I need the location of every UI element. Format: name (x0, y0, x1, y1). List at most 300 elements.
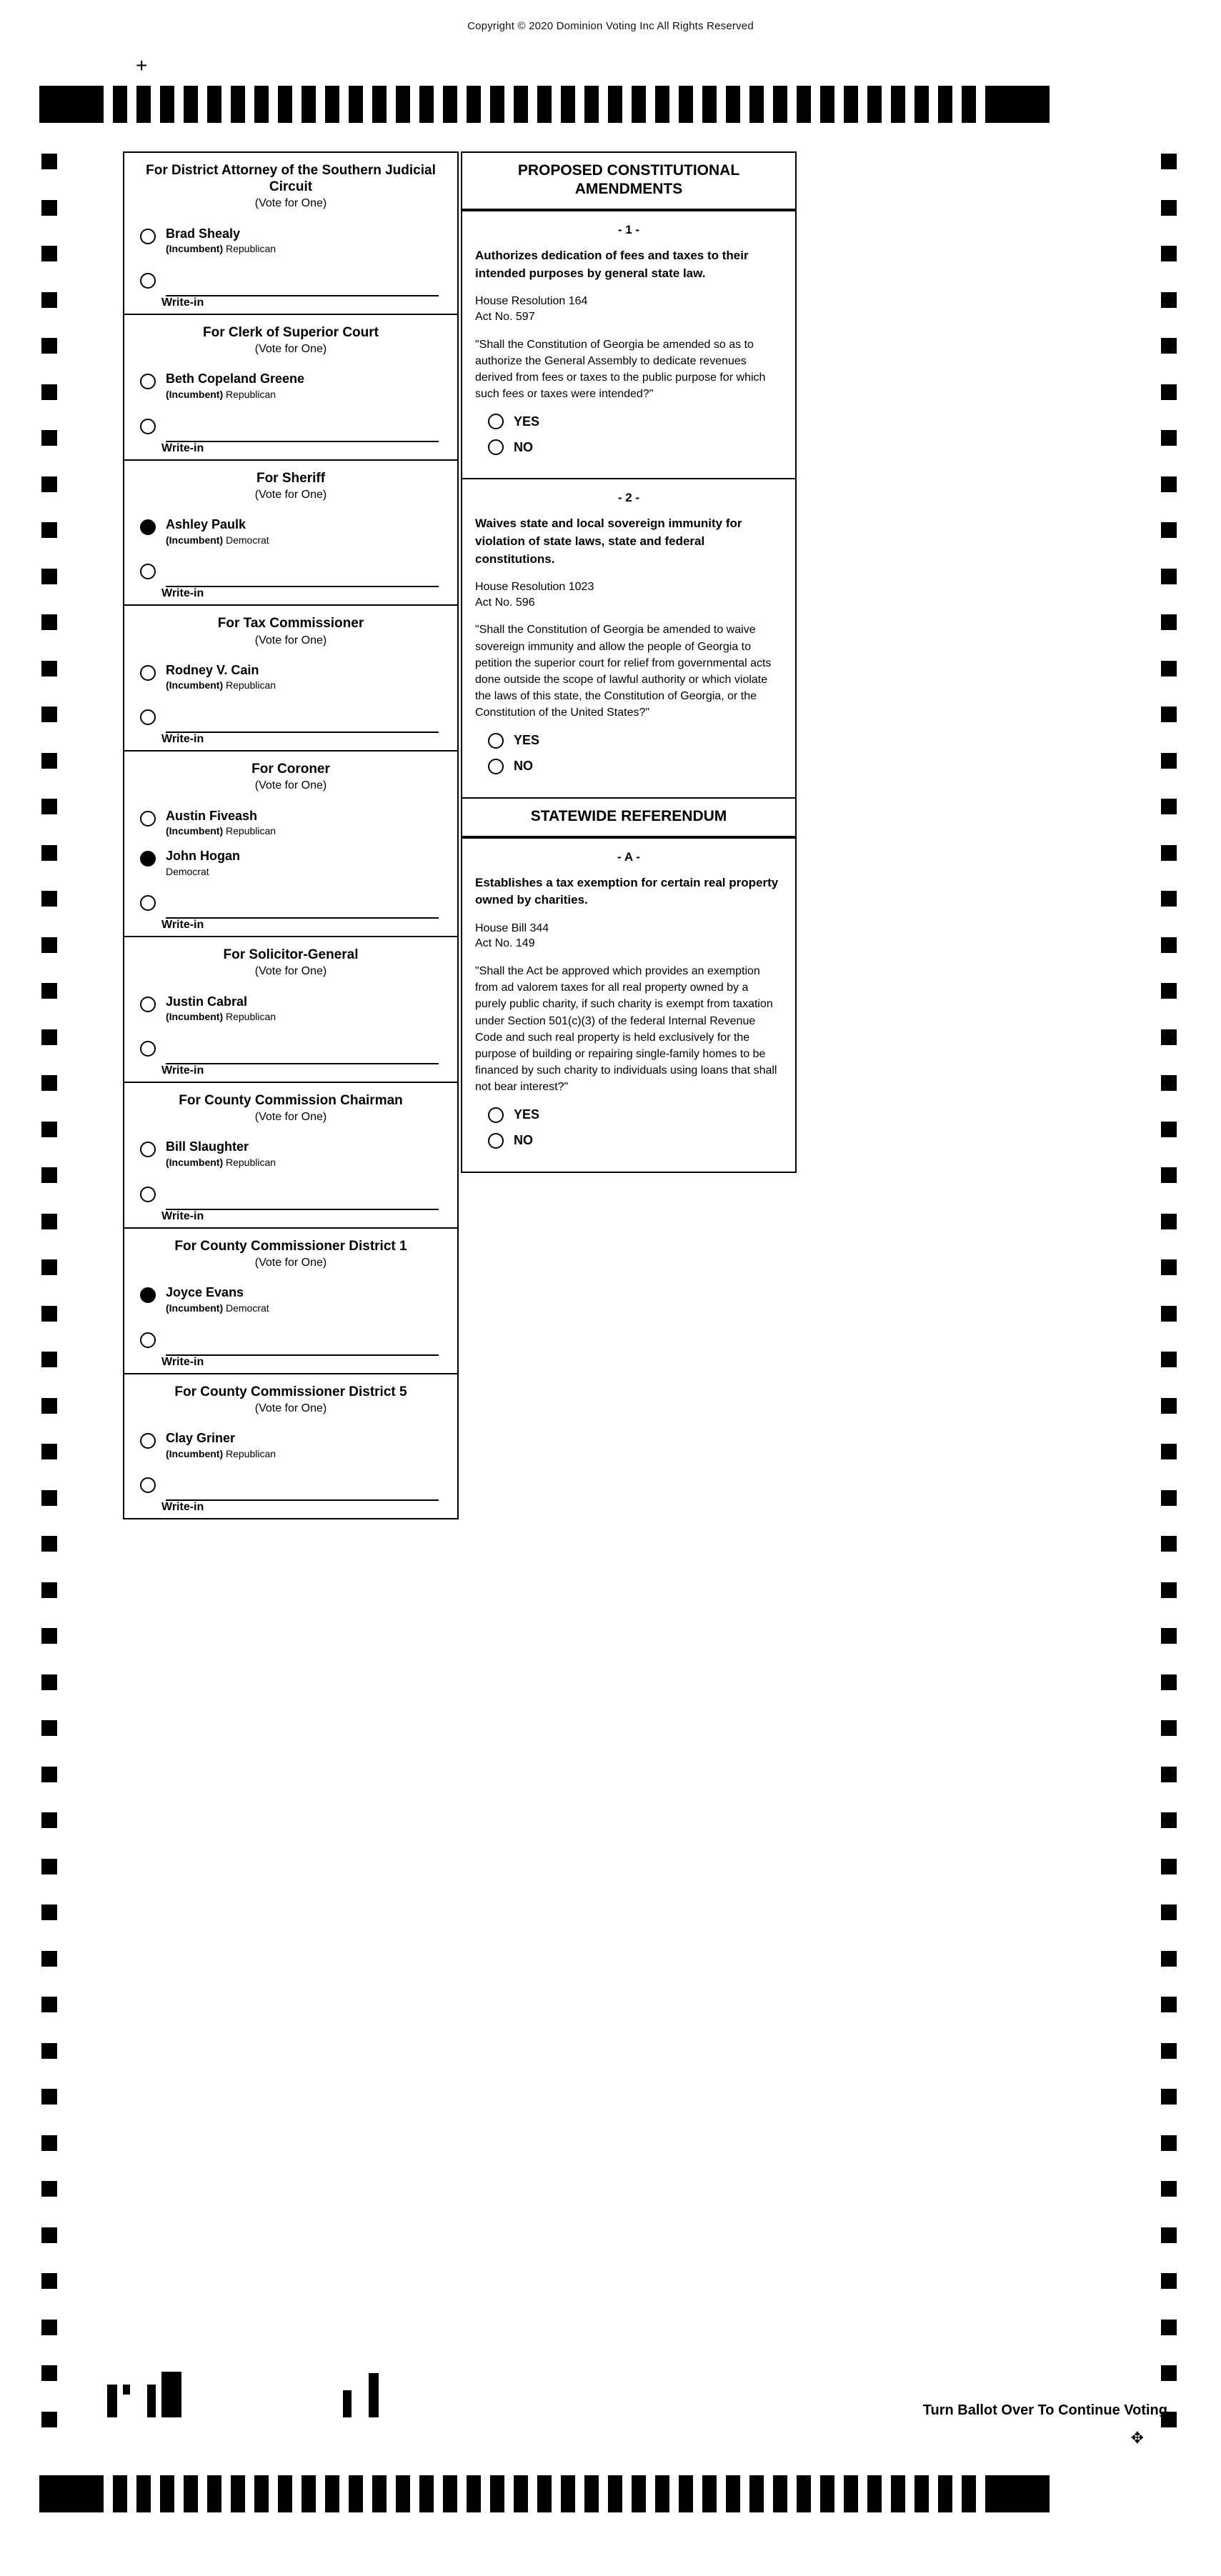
write-in-input[interactable] (166, 896, 439, 919)
incumbent-label: (Incumbent) (166, 679, 224, 692)
write-in-label: Write-in (161, 1355, 204, 1368)
timing-mark (749, 86, 764, 123)
timing-mark (1161, 614, 1177, 630)
vote-oval[interactable] (140, 564, 156, 579)
timing-mark (1161, 1259, 1177, 1275)
timing-mark (136, 86, 151, 123)
contest-header (124, 1374, 457, 1418)
question-option-no[interactable] (488, 439, 782, 455)
timing-mark (41, 1720, 57, 1736)
question-body (462, 839, 795, 1172)
vote-oval[interactable] (140, 997, 156, 1012)
contest-instruction: (Vote for One) (254, 488, 327, 501)
timing-mark (372, 86, 387, 123)
incumbent-label: (Incumbent) (166, 1302, 224, 1314)
write-in-option[interactable] (124, 1173, 457, 1210)
candidate-list (124, 504, 457, 604)
vote-oval[interactable] (140, 1041, 156, 1057)
timing-mark (41, 1167, 57, 1183)
timing-mark (1161, 2181, 1177, 2197)
timing-mark (41, 1674, 57, 1690)
contest-title: For Tax Commissioner (217, 616, 364, 631)
candidate-text (166, 1285, 269, 1314)
candidate-list (124, 214, 457, 314)
candidate-option[interactable] (124, 364, 457, 404)
candidate-name: Joyce Evans (166, 1285, 244, 1300)
timing-mark (41, 2412, 57, 2427)
timing-mark (1161, 2089, 1177, 2105)
timing-mark (41, 200, 57, 216)
timing-mark (1161, 2135, 1177, 2151)
timing-mark (254, 86, 269, 123)
question-option-label: YES (514, 1107, 540, 1122)
question-reference-line: House Resolution 1023 (475, 581, 594, 594)
question-summary: Waives state and local sovereign immunity for violation of state laws, state and federal constitutions. (475, 516, 742, 566)
vote-oval[interactable] (140, 1287, 156, 1303)
timing-mark (41, 799, 57, 814)
timing-mark (396, 86, 410, 123)
timing-mark (467, 2475, 481, 2512)
timing-mark (867, 2475, 882, 2512)
timing-mark (41, 569, 57, 584)
question-reference-line: Act No. 596 (475, 596, 535, 609)
timing-mark (797, 86, 811, 123)
vote-oval[interactable] (488, 733, 504, 749)
timing-mark (537, 2475, 552, 2512)
contest (123, 604, 459, 750)
question-summary: Authorizes dedication of fees and taxes to their intended purposes by general state law. (475, 249, 749, 280)
candidate-option[interactable] (124, 656, 457, 696)
vote-oval[interactable] (488, 439, 504, 455)
registration-plus-icon: + (136, 54, 148, 76)
timing-mark (1161, 1951, 1177, 1967)
timing-mark (325, 86, 339, 123)
question-option-yes[interactable] (488, 1107, 782, 1123)
timing-mark (41, 1951, 57, 1967)
timing-mark (655, 86, 669, 123)
candidate-option[interactable] (124, 1132, 457, 1172)
timing-mark (1161, 1859, 1177, 1874)
contest-title: For County Commission Chairman (179, 1093, 403, 1109)
candidate-list (124, 1418, 457, 1518)
barcode-mark (107, 2385, 117, 2417)
timing-mark (396, 2475, 410, 2512)
candidate-text (166, 849, 240, 877)
timing-mark (679, 86, 693, 123)
contest-title: For Sheriff (256, 470, 326, 486)
candidate-text (166, 994, 276, 1023)
timing-mark (41, 154, 57, 169)
write-in-label: Write-in (161, 296, 204, 309)
timing-mark (39, 2475, 104, 2512)
timing-mark (41, 1259, 57, 1275)
question-summary: Establishes a tax exemption for certain real property owned by charities. (475, 875, 779, 907)
timing-mark (773, 86, 787, 123)
party-label: Republican (226, 825, 276, 837)
vote-oval[interactable] (140, 709, 156, 725)
timing-mark (1161, 1306, 1177, 1322)
candidate-party (166, 1302, 269, 1314)
contest (123, 750, 459, 936)
contest-instruction: (Vote for One) (254, 197, 327, 210)
timing-mark (1161, 384, 1177, 400)
contest-title: For Clerk of Superior Court (203, 324, 379, 340)
timing-mark (797, 2475, 811, 2512)
timing-mark (41, 1628, 57, 1644)
timing-mark (490, 2475, 504, 2512)
timing-mark (1161, 1582, 1177, 1598)
question-options (475, 412, 782, 475)
contest-header (124, 752, 457, 795)
candidate-party (166, 825, 276, 837)
timing-mark (1161, 707, 1177, 722)
party-label: Democrat (226, 534, 269, 546)
timing-mark (184, 2475, 198, 2512)
candidate-text (166, 517, 269, 546)
timing-mark (1161, 1352, 1177, 1367)
timing-mark (41, 2227, 57, 2243)
incumbent-label: (Incumbent) (166, 1447, 224, 1459)
question-option-label: NO (514, 759, 533, 774)
vote-oval[interactable] (140, 665, 156, 681)
write-in-label: Write-in (161, 919, 204, 932)
timing-mark (39, 86, 104, 123)
write-in-input[interactable] (166, 1187, 439, 1210)
question-reference-line: House Resolution 164 (475, 295, 588, 308)
party-label: Republican (226, 679, 276, 692)
vote-oval[interactable] (140, 374, 156, 389)
alignment-arrows-icon: ✥ (1130, 2429, 1144, 2447)
timing-mark (1161, 2320, 1177, 2335)
timing-mark (41, 2043, 57, 2059)
contest-header (124, 461, 457, 504)
write-in-input[interactable] (166, 1478, 439, 1501)
timing-mark (1161, 338, 1177, 354)
barcode-mark (161, 2372, 181, 2417)
question-number: - A - (617, 849, 640, 864)
incumbent-label: (Incumbent) (166, 825, 224, 837)
amendments-header: PROPOSED CONSTITUTIONAL AMENDMENTS (462, 153, 795, 210)
timing-mark (490, 86, 504, 123)
timing-mark (1161, 1122, 1177, 1137)
timing-mark (278, 2475, 292, 2512)
timing-mark (914, 86, 929, 123)
candidate-option[interactable] (124, 1424, 457, 1464)
barcode-mark (369, 2373, 379, 2417)
candidate-name: John Hogan (166, 848, 240, 863)
candidate-name: Brad Shealy (166, 226, 241, 241)
contest (123, 459, 459, 605)
timing-mark (985, 86, 1050, 123)
timing-mark (231, 86, 245, 123)
question-reference (475, 579, 782, 610)
timing-mark (41, 1767, 57, 1782)
barcode-mark (343, 2390, 352, 2417)
timing-mark (1161, 661, 1177, 677)
timing-mark (608, 2475, 622, 2512)
question-options (475, 1106, 782, 1169)
timing-mark (1161, 1720, 1177, 1736)
write-in-input[interactable] (166, 1042, 439, 1064)
contest-header (124, 937, 457, 981)
timing-mark (985, 2475, 1050, 2512)
candidate-name: Ashley Paulk (166, 517, 246, 532)
timing-mark (820, 86, 834, 123)
timing-mark (184, 86, 198, 123)
timing-mark (41, 2365, 57, 2381)
timing-mark (41, 1536, 57, 1552)
vote-oval[interactable] (140, 419, 156, 434)
incumbent-label: (Incumbent) (166, 534, 224, 546)
candidate-text (166, 1431, 276, 1459)
candidate-party (166, 243, 276, 255)
question-number: - 2 - (617, 491, 640, 505)
incumbent-label: (Incumbent) (166, 388, 224, 400)
write-in-input[interactable] (166, 274, 439, 296)
timing-mark (41, 1904, 57, 1920)
candidate-party (166, 1157, 276, 1169)
incumbent-label: (Incumbent) (166, 1157, 224, 1169)
vote-oval[interactable] (140, 519, 156, 535)
write-in-input[interactable] (166, 564, 439, 587)
timing-mark (1161, 2227, 1177, 2243)
candidate-name: Justin Cabral (166, 994, 248, 1009)
ballot-question (461, 837, 797, 1173)
timing-mark (1161, 1997, 1177, 2012)
barcode-mark (123, 2385, 130, 2395)
timing-mark (41, 2135, 57, 2151)
write-in-option[interactable] (124, 1319, 457, 1356)
timing-mark (962, 86, 976, 123)
write-in-option[interactable] (124, 405, 457, 442)
timing-mark (1161, 430, 1177, 446)
timing-mark (349, 2475, 363, 2512)
timing-mark (1161, 1490, 1177, 1506)
contest-instruction: (Vote for One) (254, 1111, 327, 1124)
write-in-input[interactable] (166, 710, 439, 733)
question-reference-line: House Bill 344 (475, 922, 549, 934)
timing-mark (1161, 1444, 1177, 1459)
timing-mark (632, 86, 646, 123)
timing-mark (41, 2320, 57, 2335)
timing-mark (41, 1859, 57, 1874)
ballot-question (461, 210, 797, 478)
candidate-option[interactable] (124, 510, 457, 550)
timing-mark (514, 86, 528, 123)
timing-mark (655, 2475, 669, 2512)
timing-mark (773, 2475, 787, 2512)
contest (123, 314, 459, 459)
candidate-option[interactable] (124, 842, 457, 882)
vote-oval[interactable] (140, 811, 156, 827)
timing-mark (749, 2475, 764, 2512)
write-in-label: Write-in (161, 441, 204, 454)
timing-mark (537, 86, 552, 123)
referendum-header: STATEWIDE REFERENDUM (462, 799, 795, 837)
timing-mark (207, 86, 221, 123)
vote-oval[interactable] (488, 414, 504, 429)
contest-instruction: (Vote for One) (254, 779, 327, 792)
candidate-option[interactable] (124, 987, 457, 1027)
timing-mark (41, 1812, 57, 1828)
candidate-party (166, 866, 240, 878)
timing-mark (41, 522, 57, 538)
timing-mark (41, 476, 57, 492)
write-in-option[interactable] (124, 1027, 457, 1064)
timing-mark (467, 86, 481, 123)
candidate-text (166, 226, 276, 255)
contest-instruction: (Vote for One) (254, 634, 327, 647)
contest-header (124, 606, 457, 649)
timing-mark (231, 2475, 245, 2512)
question-reference (475, 294, 782, 324)
timing-mark (726, 86, 740, 123)
party-label: Republican (226, 1447, 276, 1459)
timing-mark (632, 2475, 646, 2512)
timing-mark (301, 86, 316, 123)
timing-mark (1161, 154, 1177, 169)
vote-oval[interactable] (140, 229, 156, 244)
contest-title: For District Attorney of the Southern Judicial Circuit (146, 163, 436, 195)
candidate-name: Beth Copeland Greene (166, 371, 305, 386)
vote-oval[interactable] (140, 1332, 156, 1348)
timing-mark (301, 2475, 316, 2512)
contest-title: For Coroner (251, 762, 330, 777)
timing-mark (41, 937, 57, 953)
vote-oval[interactable] (488, 1107, 504, 1123)
candidate-option[interactable] (124, 219, 457, 259)
timing-mark (1161, 845, 1177, 861)
contest-header (124, 315, 457, 359)
timing-mark (113, 86, 127, 123)
candidate-party (166, 679, 276, 692)
vote-oval[interactable] (140, 1433, 156, 1449)
contest-title: For Solicitor-General (223, 947, 359, 963)
timing-mark (891, 2475, 905, 2512)
timing-mark (914, 2475, 929, 2512)
timing-mark (41, 1122, 57, 1137)
timing-mark (1161, 1628, 1177, 1644)
timing-mark (443, 2475, 457, 2512)
write-in-label: Write-in (161, 1209, 204, 1222)
candidate-option[interactable] (124, 1278, 457, 1318)
candidate-text (166, 371, 304, 400)
candidate-list (124, 359, 457, 459)
timing-mark (1161, 1674, 1177, 1690)
timing-mark (41, 2089, 57, 2105)
contest-instruction: (Vote for One) (254, 343, 327, 356)
timing-mark (1161, 1767, 1177, 1782)
timing-mark (41, 707, 57, 722)
write-in-option[interactable] (124, 882, 457, 919)
contest (123, 151, 459, 314)
party-label: Democrat (166, 865, 209, 877)
timing-mark (1161, 983, 1177, 999)
question-option-yes[interactable] (488, 733, 782, 749)
candidate-option[interactable] (124, 802, 457, 842)
timing-mark (584, 2475, 599, 2512)
vote-oval[interactable] (140, 895, 156, 911)
timing-mark (278, 86, 292, 123)
timing-mark (1161, 937, 1177, 953)
question-option-yes[interactable] (488, 414, 782, 429)
timing-mark (41, 1398, 57, 1414)
candidate-list (124, 650, 457, 750)
contest (123, 1373, 459, 1520)
vote-oval[interactable] (140, 1477, 156, 1493)
timing-mark (867, 86, 882, 123)
write-in-option[interactable] (124, 259, 457, 296)
timing-mark (419, 86, 434, 123)
contest (123, 936, 459, 1082)
party-label: Republican (226, 243, 276, 255)
incumbent-label: (Incumbent) (166, 243, 224, 255)
vote-oval[interactable] (140, 273, 156, 289)
timing-mark (1161, 1812, 1177, 1828)
timing-mark (1161, 1214, 1177, 1229)
question-body (462, 211, 795, 478)
timing-mark (41, 246, 57, 261)
write-in-option[interactable] (124, 696, 457, 733)
timing-mark (41, 614, 57, 630)
timing-marks-top (39, 86, 1050, 123)
timing-mark (41, 1582, 57, 1598)
timing-mark (1161, 2365, 1177, 2381)
write-in-option[interactable] (124, 1464, 457, 1501)
timing-mark (702, 86, 717, 123)
timing-mark (41, 1352, 57, 1367)
timing-mark (1161, 1536, 1177, 1552)
write-in-option[interactable] (124, 550, 457, 587)
vote-oval[interactable] (488, 759, 504, 774)
candidate-text (166, 809, 276, 837)
question-option-no[interactable] (488, 759, 782, 774)
timing-marks-right (1161, 154, 1177, 2457)
question-reference-line: Act No. 149 (475, 937, 535, 950)
timing-mark (1161, 522, 1177, 538)
timing-mark (608, 86, 622, 123)
question-option-no[interactable] (488, 1133, 782, 1149)
write-in-input[interactable] (166, 1333, 439, 1356)
timing-mark (561, 86, 575, 123)
timing-mark (561, 2475, 575, 2512)
vote-oval[interactable] (140, 851, 156, 867)
timing-mark (1161, 200, 1177, 216)
timing-mark (349, 86, 363, 123)
contest-instruction: (Vote for One) (254, 1402, 327, 1414)
candidate-list (124, 1127, 457, 1227)
contest-header (124, 1083, 457, 1127)
question-options (475, 732, 782, 794)
timing-mark (41, 338, 57, 354)
party-label: Republican (226, 1157, 276, 1169)
write-in-input[interactable] (166, 419, 439, 442)
vote-oval[interactable] (140, 1142, 156, 1157)
timing-mark (514, 2475, 528, 2512)
timing-mark (41, 1306, 57, 1322)
timing-mark (41, 384, 57, 400)
vote-oval[interactable] (140, 1187, 156, 1202)
timing-mark (1161, 799, 1177, 814)
timing-mark (1161, 476, 1177, 492)
candidate-list (124, 982, 457, 1082)
write-in-label: Write-in (161, 733, 204, 746)
timing-mark (891, 86, 905, 123)
timing-mark (1161, 891, 1177, 907)
timing-mark (41, 845, 57, 861)
barcode-mark (147, 2385, 156, 2417)
vote-oval[interactable] (488, 1133, 504, 1149)
